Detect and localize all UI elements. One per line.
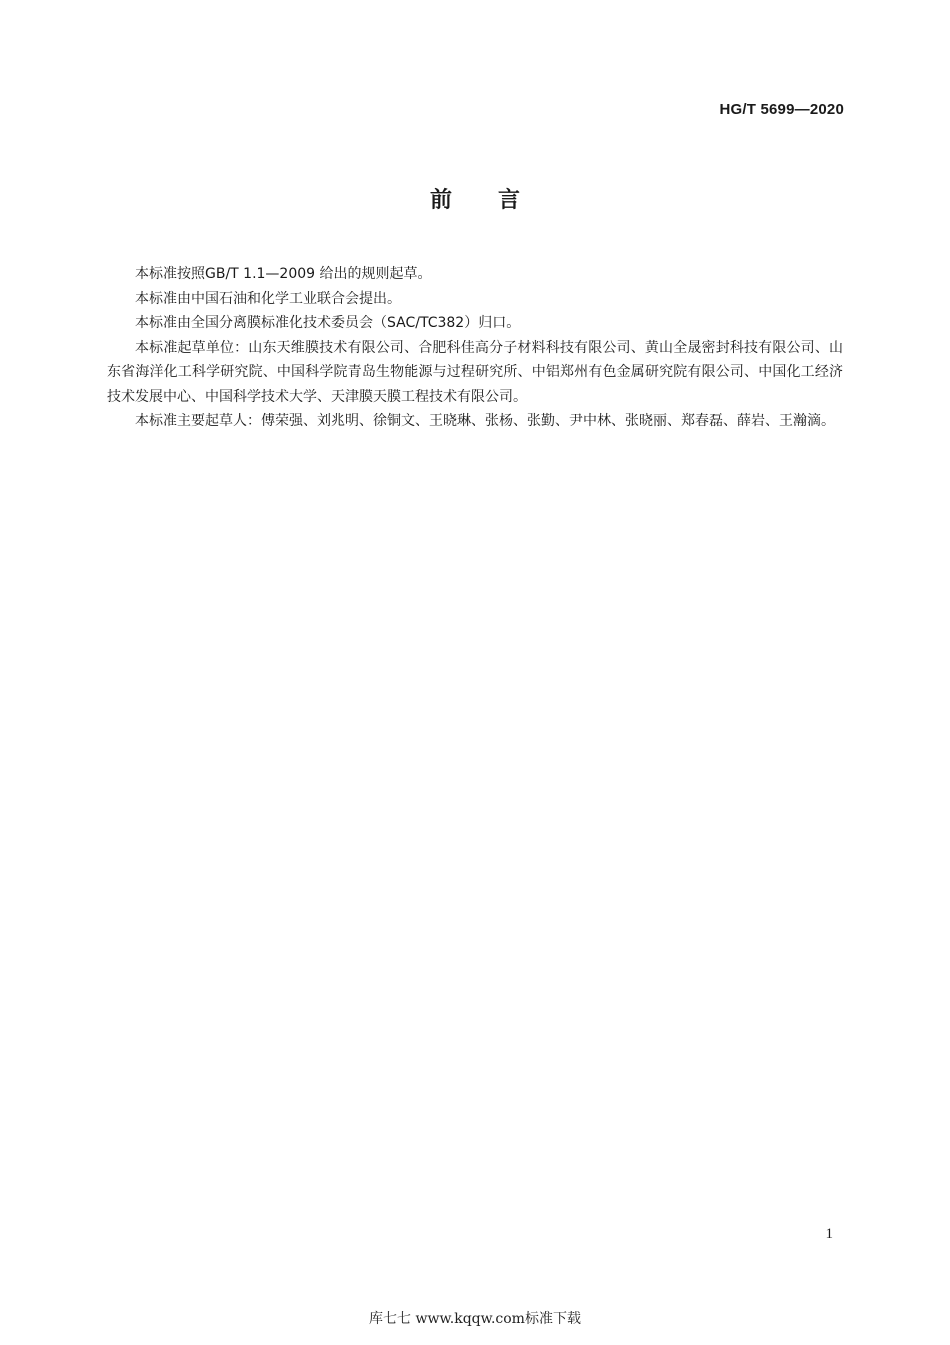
paragraph-drafters: 本标准主要起草人：傅荣强、刘兆明、徐铜文、王晓琳、张杨、张勤、尹中林、张晓丽、郑春磊、薛岩、王瀚滴。 (135, 413, 835, 429)
page-number: 1 (825, 1226, 833, 1242)
paragraph-drafting-rules: 本标准按照GB/T 1.1—2009 给出的规则起草。 (135, 266, 432, 282)
foreword-body (107, 262, 843, 434)
page-title: 前言 (429, 188, 566, 213)
paragraph-drafting-units: 本标准起草单位：山东天维膜技术有限公司、合肥科佳高分子材料科技有限公司、黄山全晟密封科技有限公司、山东省海洋化工科学研究院、中国科学院青岛生物能源与过程研究所、中铝郑州有色金属研究院有限公司、中国化工经济技术发展中心、中国科学技术大学、天津膜天膜工程技术有限公司。 (107, 339, 843, 405)
standard-code: HG/T 5699—2020 (719, 101, 844, 118)
paragraph-proposer: 本标准由中国石油和化学工业联合会提出。 (135, 290, 401, 307)
footer-watermark: 库七七 www.kqqw.com标准下载 (369, 1311, 581, 1327)
paragraph-committee: 本标准由全国分离膜标准化技术委员会（SAC/TC382）归口。 (135, 315, 521, 331)
